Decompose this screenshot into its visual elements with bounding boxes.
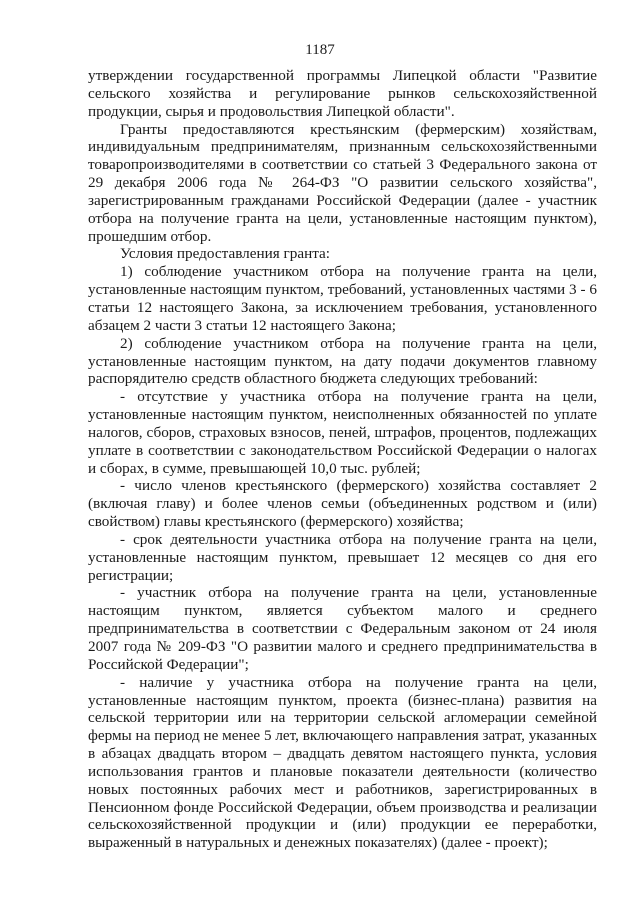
page-number: 1187 (305, 42, 335, 58)
paragraph: - участник отбора на получение гранта на цели, установленные настоящим пунктом, является субъектом малого и среднего предпринимательства в соответствии с Федеральным законом от 24 июля 2007 года № 209-ФЗ "О развитии малого и среднего предпринимательства в Российской Федерации"; (88, 584, 597, 673)
paragraph: - наличие у участника отбора на получение гранта на цели, установленные настоящим пунктом, проекта (бизнес-плана) развития на сельской территории или на территории сельской агломерации семейной фермы на период не менее 5 лет, включающего направления затрат, указанных в абзацах двадцать втором – двадцать девятом настоящего пункта, условия использования грантов и плановые показатели деятельности (количество новых постоянных рабочих мест и работников, зарегистрированных в Пенсионном фонде Российской Федерации, объем производства и реализации сельскохозяйственной продукции и (или) продукции ее переработки, выраженный в натуральных и денежных показателях) (далее - проект); (88, 673, 597, 852)
document-body (88, 67, 597, 852)
paragraph: - отсутствие у участника отбора на получение гранта на цели, установленные настоящим пунктом, неисполненных обязанностей по уплате налогов, сборов, страховых взносов, пеней, штрафов, процентов, подлежащих уплате в соответствии с законодательством Российской Федерации о налогах и сборах, в сумме, превышающей 10,0 тыс. рублей; (88, 388, 597, 477)
paragraph: Условия предоставления гранта: (120, 245, 330, 263)
paragraph: 1) соблюдение участником отбора на получение гранта на цели, установленные настоящим пунктом, требований, установленных частями 3 - 6 статьи 12 настоящего Закона, за исключением требования, установленного абзацем 2 части 3 статьи 12 настоящего Закона; (88, 263, 597, 334)
paragraph: - срок деятельности участника отбора на получение гранта на цели, установленные настоящим пунктом, превышает 12 месяцев со дня его регистрации; (88, 530, 597, 584)
paragraph: утверждении государственной программы Липецкой области "Развитие сельского хозяйства и регулирование рынков сельскохозяйственной продукции, сырья и продовольствия Липецкой области". (88, 67, 597, 120)
paragraph: Гранты предоставляются крестьянским (фермерским) хозяйствам, индивидуальным предпринимателям, признанным сельскохозяйственными товаропроизводителями в соответствии со статьей 3 Федерального закона от 29 декабря 2006 года № 264-ФЗ "О развитии сельского хозяйства", зарегистрированным гражданами Российской Федерации (далее - участник отбора на получение гранта на цели, установленные настоящим пунктом), прошедшим отбор. (88, 120, 597, 245)
paragraph: 2) соблюдение участником отбора на получение гранта на цели, установленные настоящим пунктом, на дату подачи документов главному распорядителю средств областного бюджета следующих требований: (88, 334, 597, 388)
paragraph: - число членов крестьянского (фермерского) хозяйства составляет 2 (включая главу) и более членов семьи (объединенных родством и (или) свойством) главы крестьянского (фермерского) хозяйства; (88, 477, 597, 531)
